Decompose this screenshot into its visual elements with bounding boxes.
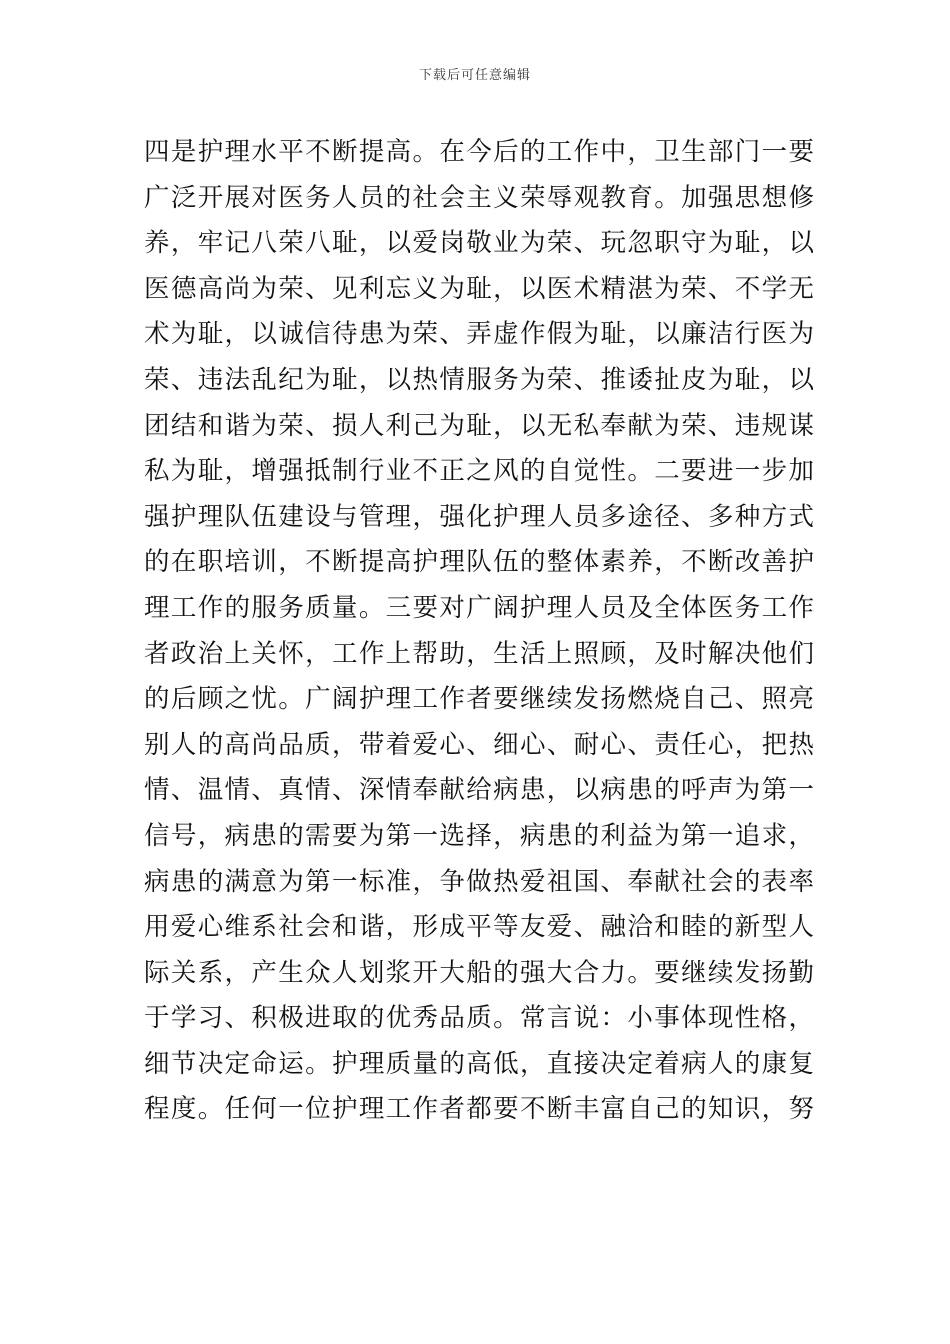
text-line: 用爱心维系社会和谐，形成平等友爱、融洽和睦的新型人 bbox=[144, 912, 814, 943]
text-line: 病患的满意为第一标准，争做热爱祖国、奉献社会的表率 bbox=[144, 866, 814, 897]
text-line: 的后顾之忧。广阔护理工作者要继续发扬燃烧自己、照亮 bbox=[144, 684, 814, 715]
text-line: 荣、违法乱纪为耻，以热情服务为荣、推诿扯皮为耻，以 bbox=[144, 364, 814, 395]
page-header: 下载后可任意编辑 bbox=[418, 68, 531, 83]
text-line: 者政治上关怀，工作上帮助，生活上照顾，及时解决他们 bbox=[144, 638, 814, 669]
text-line: 细节决定命运。护理质量的高低，直接决定着病人的康复 bbox=[144, 1048, 814, 1079]
text-line: 别人的高尚品质，带着爱心、细心、耐心、责任心，把热 bbox=[144, 729, 814, 760]
text-line: 四是护理水平不断提高。在今后的工作中，卫生部门一要 bbox=[144, 137, 814, 167]
text-line: 的在职培训，不断提高护理队伍的整体素养，不断改善护 bbox=[144, 547, 814, 578]
text-line: 程度。任何一位护理工作者都要不断丰富自己的知识，努 bbox=[144, 1094, 814, 1125]
document-body bbox=[144, 130, 814, 1133]
text-line: 广泛开展对医务人员的社会主义荣辱观教育。加强思想修 bbox=[144, 182, 814, 213]
text-line: 养，牢记八荣八耻，以爱岗敬业为荣、玩忽职守为耻，以 bbox=[144, 228, 814, 259]
text-line: 际关系，产生众人划浆开大船的强大合力。要继续发扬勤 bbox=[144, 957, 814, 988]
text-line: 强护理队伍建设与管理，强化护理人员多途径、多种方式 bbox=[144, 501, 814, 532]
text-line: 情、温情、真情、深情奉献给病患，以病患的呼声为第一 bbox=[144, 775, 814, 806]
text-line: 医德高尚为荣、见利忘义为耻，以医术精湛为荣、不学无 bbox=[144, 273, 814, 304]
text-line: 私为耻，增强抵制行业不正之风的自觉性。二要进一步加 bbox=[144, 456, 814, 487]
text-line: 于学习、积极进取的优秀品质。常言说：小事体现性格， bbox=[144, 1003, 814, 1034]
text-line: 团结和谐为荣、损人利己为耻，以无私奉献为荣、违规谋 bbox=[144, 410, 814, 441]
text-line: 术为耻，以诚信待患为荣、弄虚作假为耻，以廉洁行医为 bbox=[144, 319, 814, 350]
text-line: 理工作的服务质量。三要对广阔护理人员及全体医务工作 bbox=[144, 592, 814, 623]
text-line: 信号，病患的需要为第一选择，病患的利益为第一追求， bbox=[144, 820, 814, 851]
